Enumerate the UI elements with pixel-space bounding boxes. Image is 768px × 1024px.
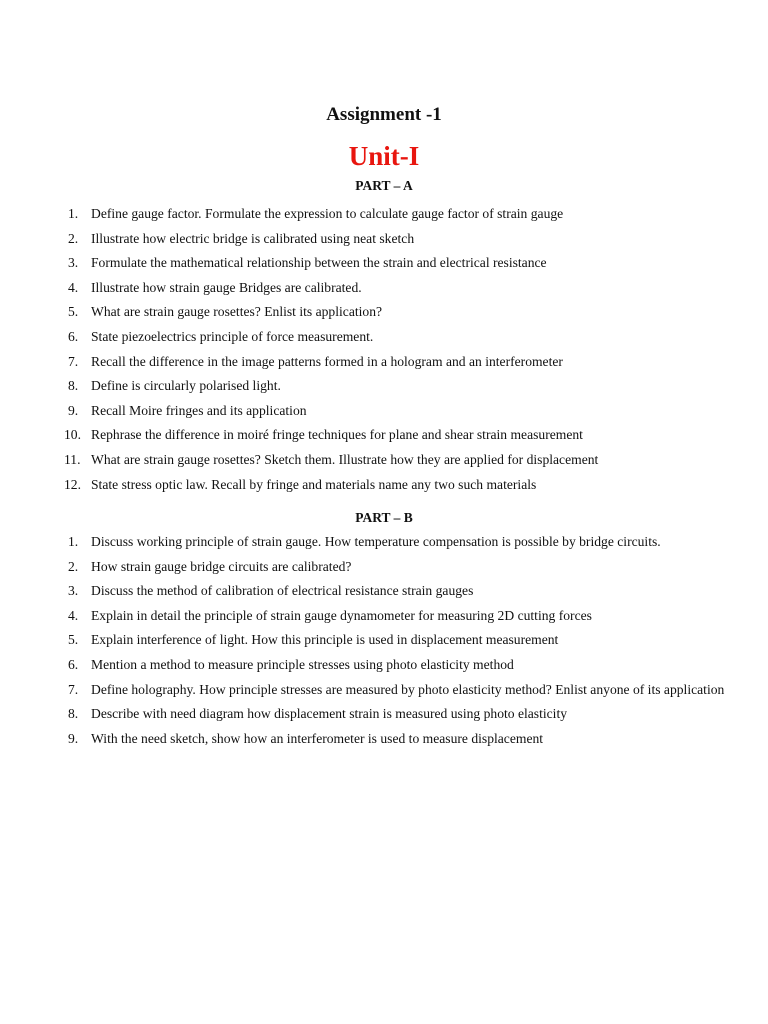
question-number: 6. bbox=[68, 328, 79, 344]
question-number: 6. bbox=[68, 656, 79, 672]
unit-heading: Unit-I bbox=[348, 141, 420, 171]
part-b-heading: PART – B bbox=[355, 510, 413, 525]
question-text: Define is circularly polarised light. bbox=[91, 378, 281, 394]
question-text: Recall Moire fringes and its application bbox=[91, 402, 307, 418]
question-number: 7. bbox=[68, 353, 79, 369]
question-item bbox=[0, 530, 768, 555]
question-text: Discuss working principle of strain gauge. How temperature compensation is possible by bridge circuits. bbox=[91, 534, 661, 549]
question-text: Define holography. How principle stresses are measured by photo elasticity method? Enlist anyone of its application bbox=[91, 681, 725, 697]
question-number: 3. bbox=[68, 255, 79, 271]
question-text: Illustrate how strain gauge Bridges are calibrated. bbox=[91, 279, 362, 295]
question-item bbox=[0, 202, 768, 227]
question-item bbox=[0, 628, 768, 653]
question-item bbox=[0, 276, 768, 301]
question-text: What are strain gauge rosettes? Enlist its application? bbox=[91, 304, 383, 320]
question-text: What are strain gauge rosettes? Sketch them. Illustrate how they are applied for displacement bbox=[91, 451, 599, 467]
question-text: Illustrate how electric bridge is calibrated using neat sketch bbox=[91, 230, 415, 246]
question-number: 11. bbox=[64, 451, 81, 467]
question-text: Describe with need diagram how displacement strain is measured using photo elasticity bbox=[91, 706, 568, 722]
question-item bbox=[0, 374, 768, 399]
question-item bbox=[0, 300, 768, 325]
question-text: Define gauge factor. Formulate the expression to calculate gauge factor of strain gauge bbox=[91, 206, 564, 221]
question-item bbox=[0, 325, 768, 350]
part-b-question-list bbox=[0, 530, 768, 751]
question-item bbox=[0, 678, 768, 703]
question-text: Discuss the method of calibration of electrical resistance strain gauges bbox=[91, 583, 474, 599]
question-item bbox=[0, 604, 768, 629]
question-number: 9. bbox=[68, 402, 79, 418]
question-number: 2. bbox=[68, 558, 79, 574]
part-a-heading: PART – A bbox=[355, 178, 413, 193]
question-item bbox=[0, 227, 768, 252]
question-text: How strain gauge bridge circuits are calibrated? bbox=[91, 558, 352, 574]
question-text: State stress optic law. Recall by fringe and materials name any two such materials bbox=[91, 476, 537, 492]
question-text: Mention a method to measure principle stresses using photo elasticity method bbox=[91, 656, 514, 672]
question-number: 3. bbox=[68, 583, 79, 599]
question-number: 4. bbox=[68, 279, 79, 295]
question-number: 1. bbox=[68, 534, 79, 549]
question-item bbox=[0, 251, 768, 276]
question-number: 2. bbox=[68, 230, 79, 246]
question-number: 12. bbox=[64, 476, 81, 492]
question-number: 1. bbox=[68, 206, 79, 221]
question-item bbox=[0, 727, 768, 752]
question-number: 5. bbox=[68, 304, 79, 320]
question-item bbox=[0, 473, 768, 498]
question-number: 7. bbox=[68, 681, 79, 697]
question-number: 9. bbox=[68, 730, 79, 746]
question-item bbox=[0, 555, 768, 580]
question-number: 10. bbox=[64, 427, 81, 443]
question-text: Explain in detail the principle of strain gauge dynamometer for measuring 2D cutting forces bbox=[91, 607, 592, 623]
part-a-question-list bbox=[0, 202, 768, 497]
question-item bbox=[0, 579, 768, 604]
question-number: 4. bbox=[68, 607, 79, 623]
question-text: Formulate the mathematical relationship between the strain and electrical resistance bbox=[91, 255, 547, 271]
question-number: 8. bbox=[68, 706, 79, 722]
question-item bbox=[0, 702, 768, 727]
question-text: With the need sketch, show how an interferometer is used to measure displacement bbox=[91, 730, 544, 746]
question-item bbox=[0, 350, 768, 375]
assignment-title: Assignment -1 bbox=[326, 104, 442, 125]
question-text: Explain interference of light. How this principle is used in displacement measurement bbox=[91, 632, 559, 648]
question-text: Recall the difference in the image patterns formed in a hologram and an interferometer bbox=[91, 353, 563, 369]
question-item bbox=[0, 448, 768, 473]
question-text: Rephrase the difference in moiré fringe techniques for plane and shear strain measurement bbox=[91, 427, 583, 443]
question-item bbox=[0, 653, 768, 678]
question-text: State piezoelectrics principle of force measurement. bbox=[91, 328, 374, 344]
question-item bbox=[0, 423, 768, 448]
question-number: 8. bbox=[68, 378, 79, 394]
question-item bbox=[0, 399, 768, 424]
question-number: 5. bbox=[68, 632, 79, 648]
